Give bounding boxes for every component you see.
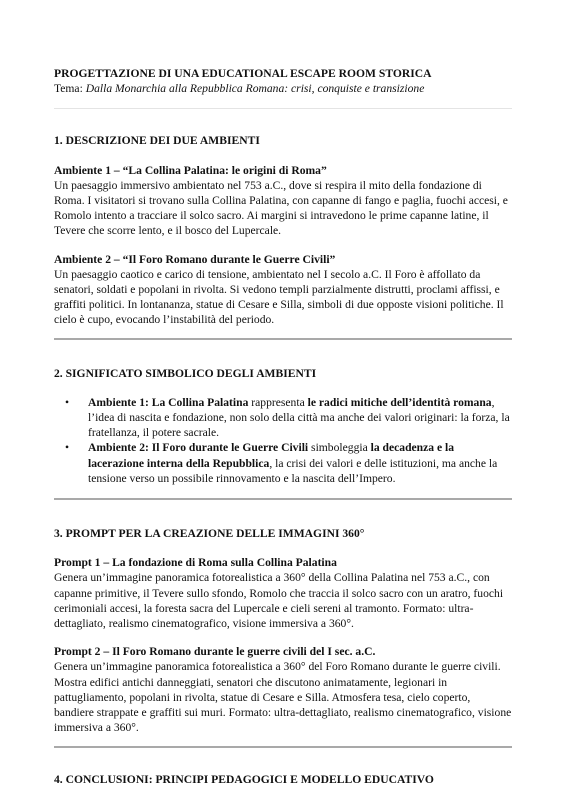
header-divider bbox=[54, 108, 512, 109]
document-theme bbox=[54, 81, 512, 96]
bullet-text: , la crisi dei valori e delle istituzioni, ma anche la tensione verso un possibile rinnovamento e la nascita dell’Impero. bbox=[88, 456, 498, 485]
section-1-divider bbox=[54, 338, 512, 340]
bullet-label: Ambiente 2: Il Foro durante le Guerre Civili bbox=[88, 441, 309, 455]
prompt-1-text: Genera un’immagine panoramica fotorealistica a 360° della Collina Palatina nel 753 a.C., con capanne primitive, il Tevere sullo sfondo, Romolo che traccia il solco sacro con un aratro, fuochi cerimoniali accesi, la foresta sacra del Lupercale e cieli sereni al tramonto. Formato: ultra-dettagliato, realismo cinematografico, visione immersiva a 360°. bbox=[54, 571, 504, 631]
bullet-emphasis: le radici mitiche dell’identità romana bbox=[307, 395, 492, 409]
list-item bbox=[65, 395, 512, 441]
section-2-heading: 2. SIGNIFICATO SIMBOLICO DEGLI AMBIENTI bbox=[54, 366, 317, 380]
bullet-emphasis: la decadenza e la lacerazione interna della Repubblica bbox=[88, 441, 455, 470]
bullet-label: Ambiente 1: La Collina Palatina bbox=[88, 395, 249, 409]
symbolic-meaning-list bbox=[54, 395, 512, 486]
document-title: PROGETTAZIONE DI UNA EDUCATIONAL ESCAPE ROOM STORICA bbox=[54, 67, 432, 80]
bullet-connector: rappresenta bbox=[248, 395, 308, 409]
environment-2-title: Ambiente 2 – “Il Foro Romano durante le Guerre Civili” bbox=[54, 252, 336, 266]
section-1-heading: 1. DESCRIZIONE DEI DUE AMBIENTI bbox=[54, 134, 260, 148]
list-item bbox=[65, 440, 512, 486]
environment-1-title: Ambiente 1 – “La Collina Palatina: le origini di Roma” bbox=[54, 163, 327, 177]
prompt-2-title: Prompt 2 – Il Foro Romano durante le guerre civili del I sec. a.C. bbox=[54, 645, 376, 659]
environment-2-description: Un paesaggio caotico e carico di tensione, ambientato nel I secolo a.C. Il Foro è affollato da senatori, soldati e popolani in rivolta. Si vedono templi parzialmente distrutti, proclami affissi, e graffiti politici. In lontananza, statue di Cesare e Silla, simboli di due opposte visioni politiche. Il cielo è cupo, evocando l’instabilità del periodo. bbox=[54, 267, 504, 327]
theme-label: Tema: bbox=[54, 82, 86, 96]
bullet-icon: • bbox=[65, 441, 70, 455]
environment-1-description: Un paesaggio immersivo ambientato nel 753 a.C., dove si respira il mito della fondazione di Roma. I visitatori si trovano sulla Collina Palatina, con capanne di fango e paglia, fuochi accesi, e Romolo intento a tracciare il solco sacro. Ai margini si intravedono le prime capanne latine, il Tevere che scorre lento, e il bosco del Lupercale. bbox=[54, 178, 508, 238]
prompt-2-text: Genera un’immagine panoramica fotorealistica a 360° del Foro Romano durante le guerre civili. Mostra edifici antichi danneggiati, senatori che discutono animatamente, legionari in pattugliamento, popolani in rivolta, statue di Cesare e Silla. Atmosfera tesa, cielo coperto, bandiere strappate e graffiti sui muri. Formato: ultra-dettagliato, realismo cinematografico, visione immersiva a 360°. bbox=[54, 660, 512, 735]
prompt-1-title: Prompt 1 – La fondazione di Roma sulla Collina Palatina bbox=[54, 556, 337, 570]
bullet-text: , l’idea di nascita e fondazione, non solo della città ma anche dei valori originari: la forza, la fratellanza, il potere sacrale. bbox=[88, 395, 510, 440]
bullet-icon: • bbox=[65, 395, 70, 409]
section-4-heading: 4. CONCLUSIONI: PRINCIPI PEDAGOGICI E MODELLO EDUCATIVO bbox=[54, 772, 434, 786]
section-3-heading: 3. PROMPT PER LA CREAZIONE DELLE IMMAGINI 360° bbox=[54, 527, 365, 541]
section-3-divider bbox=[54, 746, 512, 748]
theme-text: Dalla Monarchia alla Repubblica Romana: crisi, conquiste e transizione bbox=[85, 82, 425, 96]
bullet-connector: simboleggia bbox=[308, 441, 371, 455]
section-2-divider bbox=[54, 498, 512, 500]
